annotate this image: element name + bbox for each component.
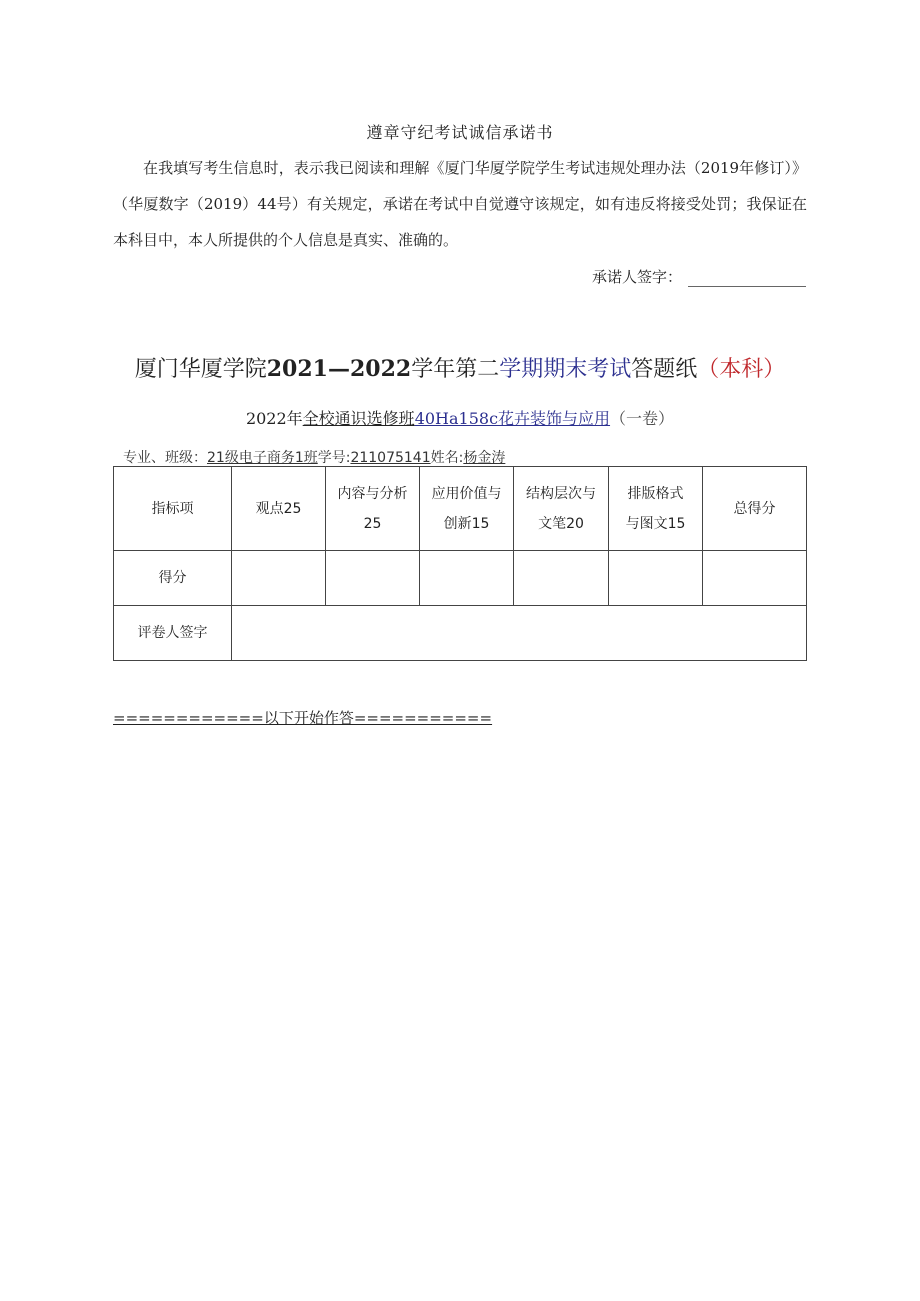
- score-cell[interactable]: [609, 551, 703, 606]
- header-cell: 内容与分析 25: [326, 467, 420, 551]
- school-name: 厦门华厦学院: [134, 357, 267, 382]
- header-cell: 应用价值与 创新15: [420, 467, 514, 551]
- paper-version: （一卷）: [610, 409, 675, 428]
- header-cell: 结构层次与 文笔20: [514, 467, 609, 551]
- grader-signature-cell[interactable]: [232, 606, 807, 661]
- course-name: 40Ha158c花卉装饰与应用: [414, 409, 611, 428]
- exam-title: [0, 352, 920, 383]
- course-year: 2022年: [245, 409, 303, 428]
- score-cell[interactable]: [326, 551, 420, 606]
- pledge-signature: [592, 266, 806, 287]
- score-cell[interactable]: [514, 551, 609, 606]
- score-label: 得分: [114, 551, 232, 606]
- class-type: 全校通识选修班: [302, 409, 415, 428]
- pledge-title: 遵章守纪考试诚信承诺书: [366, 123, 554, 142]
- pledge-body: 在我填写考生信息时，表示我已阅读和理解《厦门华厦学院学生考试违规处理办法（2019年修订）》（华厦数字（2019）44号）有关规定，承诺在考试中自觉遵守该规定，如有违反将接受处罚；我保证在本科目中，本人所提供的个人信息是真实、准确的。: [113, 159, 807, 249]
- course-subtitle: [0, 406, 920, 429]
- score-table: [113, 466, 807, 661]
- student-name-label: 姓名:: [430, 450, 464, 466]
- year-suffix: 学年第二: [411, 357, 500, 382]
- signature-line[interactable]: [688, 270, 806, 287]
- header-cell: 排版格式 与图文15: [609, 467, 703, 551]
- term: 学期期: [499, 357, 566, 382]
- score-cell[interactable]: [232, 551, 326, 606]
- header-cell: 观点25: [232, 467, 326, 551]
- score-cell[interactable]: [420, 551, 514, 606]
- student-id-label: 学号:: [317, 450, 351, 466]
- major-value: 21级电子商务1班: [207, 450, 318, 466]
- level: （本科）: [697, 357, 786, 382]
- header-cell: 总得分: [703, 467, 807, 551]
- table-row: [114, 551, 807, 606]
- student-id-value: 211075141: [350, 450, 431, 466]
- sheet-type: 答题纸: [631, 357, 698, 382]
- exam-type: 末考试: [565, 357, 632, 382]
- signer-label: 承诺人签字：: [591, 268, 682, 286]
- answer-start-divider: ============以下开始作答===========: [113, 709, 493, 727]
- grader-label: 评卷人签字: [114, 606, 232, 661]
- major-label: 专业、班级：: [123, 450, 207, 466]
- student-name-value: 杨金涛: [463, 450, 506, 466]
- student-info: [123, 447, 505, 467]
- header-cell: 指标项: [114, 467, 232, 551]
- academic-years: 2021—2022: [266, 356, 412, 382]
- table-row: [114, 606, 807, 661]
- score-cell[interactable]: [703, 551, 807, 606]
- table-header-row: [114, 467, 807, 551]
